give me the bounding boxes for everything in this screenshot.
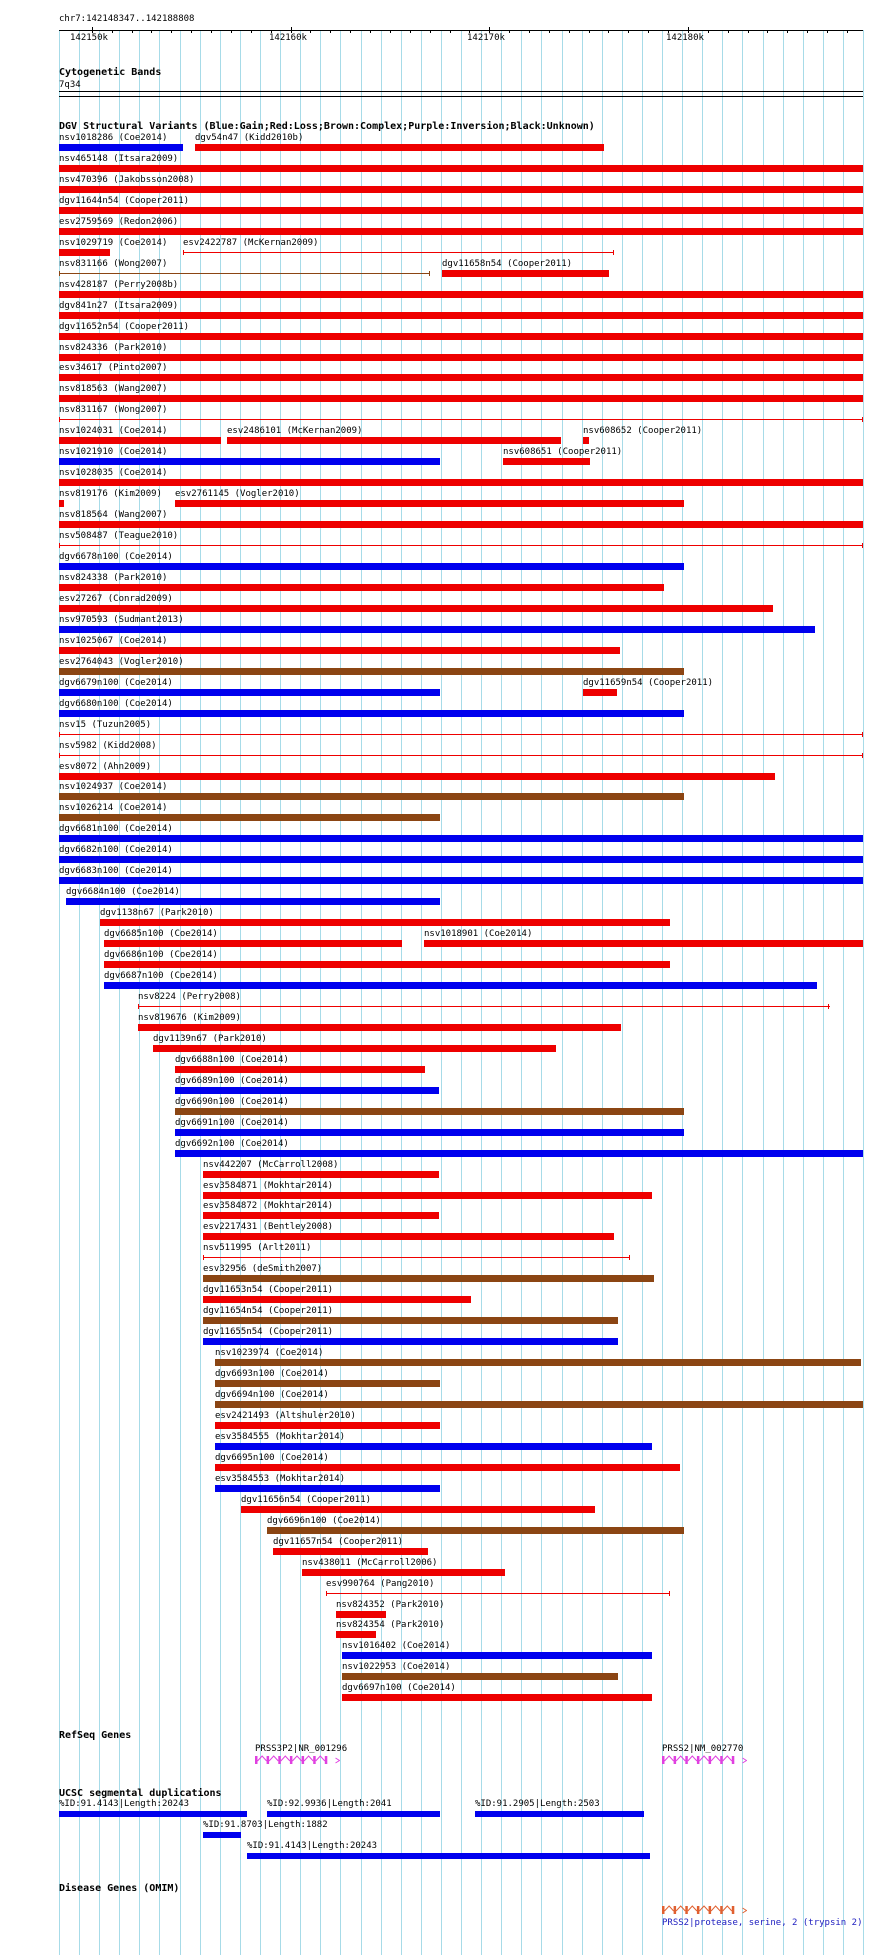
variant-label[interactable]: esv3584872 (Mokhtar2014) [203,1201,334,1211]
gene-exon [278,1756,281,1764]
variant-feature[interactable] [59,207,863,214]
variant-label[interactable]: nsv824338 (Park2010) [59,573,168,583]
ruler-tick-label: 142170k [467,33,505,43]
ruler-minor-tick [767,30,768,33]
variant-feature[interactable] [59,165,863,172]
gene-intron [665,1906,674,1911]
ruler-minor-tick [390,30,391,33]
segdup-feature[interactable] [247,1853,650,1859]
variant-label[interactable]: nsv1023974 (Coe2014) [215,1348,324,1358]
variant-feature[interactable] [215,1401,863,1408]
gene-intron [688,1756,697,1761]
variant-label[interactable]: nsv1016402 (Coe2014) [342,1641,451,1651]
variant-end-cap [862,753,863,758]
variant-feature[interactable] [59,668,684,675]
ruler-minor-tick [430,30,431,33]
variant-feature[interactable] [203,1296,471,1303]
variant-feature[interactable] [59,563,684,570]
variant-feature[interactable] [273,1548,428,1555]
variant-label[interactable]: nsv831166 (Wong2007) [59,259,168,269]
variant-feature[interactable] [59,545,863,546]
variant-end-cap [429,271,430,276]
variant-feature[interactable] [59,877,863,884]
ruler-minor-tick [112,30,113,33]
variant-label[interactable]: dgv6683n100 (Coe2014) [59,866,173,876]
variant-feature[interactable] [59,584,664,591]
dgv-title: DGV Structural Variants (Blue:Gain;Red:Loss;Brown:Complex;Purple:Inversion;Black:Unknown) [59,121,595,132]
variant-feature[interactable] [138,1006,830,1007]
variant-label[interactable]: dgv11644n54 (Cooper2011) [59,196,190,206]
variant-feature[interactable] [59,333,863,340]
variant-label[interactable]: dgv6692n100 (Coe2014) [175,1139,289,1149]
segdup-label[interactable]: %ID:91.8703|Length:1882 [203,1820,328,1830]
segdup-title: UCSC segmental duplications [59,1788,222,1799]
variant-feature[interactable] [203,1192,652,1199]
variant-feature[interactable] [424,940,863,947]
locus-label: chr7:142148347..142188808 [59,14,195,24]
variant-label[interactable]: nsv1018286 (Coe2014) [59,133,168,143]
variant-feature[interactable] [59,626,815,633]
gene-exon [685,1756,688,1764]
variant-label[interactable]: dgv11654n54 (Cooper2011) [203,1306,334,1316]
variant-feature[interactable] [195,144,604,151]
variant-label[interactable]: nsv818563 (Wang2007) [59,384,168,394]
variant-feature[interactable] [104,982,817,989]
variant-label[interactable]: dgv6687n100 (Coe2014) [104,971,218,981]
ruler-minor-tick [847,30,848,33]
variant-feature[interactable] [59,458,440,465]
variant-feature[interactable] [59,249,110,256]
variant-label[interactable]: esv32956 (deSmith2007) [203,1264,323,1274]
variant-label[interactable]: esv27267 (Conrad2009) [59,594,173,604]
variant-feature[interactable] [59,273,430,274]
variant-feature[interactable] [336,1631,376,1638]
ruler-minor-tick [231,30,232,33]
variant-label[interactable]: esv8072 (Ahn2009) [59,762,152,772]
variant-feature[interactable] [59,734,863,735]
variant-end-cap [862,417,863,422]
variant-label[interactable]: dgv11658n54 (Cooper2011) [442,259,573,269]
variant-label[interactable]: dgv6679n100 (Coe2014) [59,678,173,688]
variant-feature[interactable] [175,1108,684,1115]
variant-label[interactable]: nsv819676 (Kim2009) [138,1013,241,1023]
variant-end-cap [59,732,60,737]
variant-feature[interactable] [59,144,183,151]
variant-feature[interactable] [59,291,863,298]
ruler-minor-tick [410,30,411,33]
variant-feature[interactable] [100,919,670,926]
gene-exon [697,1756,700,1764]
variant-label[interactable]: dgv6697n100 (Coe2014) [342,1683,456,1693]
ruler-minor-tick [628,30,629,33]
variant-label[interactable]: dgv11657n54 (Cooper2011) [273,1537,404,1547]
grid-line [863,30,864,1955]
variant-end-cap [138,1004,139,1009]
variant-feature[interactable] [59,835,863,842]
gene-exon [313,1756,316,1764]
variant-feature[interactable] [59,186,863,193]
variant-feature[interactable] [203,1233,614,1240]
variant-label[interactable]: nsv1025067 (Coe2014) [59,636,168,646]
ruler-minor-tick [509,30,510,33]
gene-exon [674,1756,677,1764]
variant-feature[interactable] [153,1045,556,1052]
variant-feature[interactable] [59,689,440,696]
ruler-minor-tick [211,30,212,33]
omim-gene-label[interactable]: PRSS2|protease, serine, 2 (trypsin 2) [662,1918,863,1928]
ruler-minor-tick [549,30,550,33]
variant-feature[interactable] [175,1066,425,1073]
variant-label[interactable]: nsv970593 (Sudmant2013) [59,615,184,625]
variant-feature[interactable] [59,755,863,756]
variant-feature[interactable] [59,312,863,319]
variant-label[interactable]: nsv1022953 (Coe2014) [342,1662,451,1672]
variant-end-cap [669,1591,670,1596]
segdup-label[interactable]: %ID:91.2905|Length:2503 [475,1799,600,1809]
ruler-minor-tick [589,30,590,33]
ruler-minor-tick [787,30,788,33]
variant-label[interactable]: nsv608652 (Cooper2011) [583,426,703,436]
variant-label[interactable]: dgv6689n100 (Coe2014) [175,1076,289,1086]
variant-label[interactable]: esv2217431 (Bentley2008) [203,1222,334,1232]
variant-label[interactable]: esv990764 (Pang2010) [326,1579,435,1589]
variant-label[interactable]: dgv54n47 (Kidd2010b) [195,133,304,143]
refseq-gene-label[interactable]: PRSS2|NM_002770 [662,1744,744,1754]
gene-exon [685,1906,688,1914]
variant-label[interactable]: nsv442207 (McCarroll2008) [203,1160,339,1170]
variant-label[interactable]: nsv508487 (Teague2010) [59,531,179,541]
gene-intron [316,1756,325,1761]
variant-label[interactable]: dgv6684n100 (Coe2014) [66,887,180,897]
ruler-minor-tick [748,30,749,33]
variant-label[interactable]: nsv608651 (Cooper2011) [503,447,623,457]
variant-feature[interactable] [302,1569,505,1576]
cytoband-track-top [59,91,863,92]
ruler-minor-tick [310,30,311,33]
variant-label[interactable]: esv2421493 (Altshuler2010) [215,1411,356,1421]
gene-exon [697,1906,700,1914]
variant-feature[interactable] [215,1380,440,1387]
refseq-gene-model[interactable] [662,1755,747,1767]
gene-exon [720,1906,723,1914]
ruler-minor-tick [251,30,252,33]
ruler-minor-tick [171,30,172,33]
variant-feature[interactable] [104,940,402,947]
gene-exon [255,1756,258,1764]
variant-end-cap [326,1591,327,1596]
variant-label[interactable]: esv2759569 (Redon2006) [59,217,179,227]
variant-label[interactable]: dgv1138n67 (Park2010) [100,908,214,918]
variant-feature[interactable] [503,458,590,465]
variant-label[interactable]: dgv6682n100 (Coe2014) [59,845,173,855]
ruler-minor-tick [529,30,530,33]
gene-exon [709,1756,712,1764]
gene-intron [711,1756,720,1761]
segdup-label[interactable]: %ID:91.4143|Length:20243 [247,1841,378,1851]
gene-intron [304,1756,313,1761]
variant-feature[interactable] [203,1275,654,1282]
gene-intron [281,1756,290,1761]
ruler-minor-tick [569,30,570,33]
variant-label[interactable]: nsv15 (Tuzun2005) [59,720,152,730]
ruler-minor-tick [330,30,331,33]
variant-label[interactable]: esv3584553 (Mokhtar2014) [215,1474,346,1484]
gene-exon [325,1756,328,1764]
variant-label[interactable]: dgv6696n100 (Coe2014) [267,1516,381,1526]
variant-label[interactable]: nsv819176 (Kim2009) [59,489,162,499]
ruler-minor-tick [191,30,192,33]
omim-gene-model[interactable] [662,1905,747,1917]
ruler-tick-label: 142150k [70,33,108,43]
variant-label[interactable]: nsv5982 (Kidd2008) [59,741,157,751]
variant-feature[interactable] [59,354,863,361]
variant-label[interactable]: nsv470396 (Jakobsson2008) [59,175,195,185]
variant-label[interactable]: dgv841n27 (Itsara2009) [59,301,179,311]
variant-end-cap [828,1004,829,1009]
variant-feature[interactable] [203,1338,618,1345]
segdup-label[interactable]: %ID:91.4143|Length:20243 [59,1799,190,1809]
variant-feature[interactable] [203,1171,439,1178]
variant-end-cap [629,1255,630,1260]
variant-label[interactable]: nsv818564 (Wang2007) [59,510,168,520]
segdup-label[interactable]: %ID:92.9936|Length:2041 [267,1799,392,1809]
variant-feature[interactable] [59,521,863,528]
variant-label[interactable]: dgv6694n100 (Coe2014) [215,1390,329,1400]
variant-label[interactable]: nsv831167 (Wong2007) [59,405,168,415]
variant-label[interactable]: nsv511995 (Arlt2011) [203,1243,312,1253]
variant-end-cap [183,250,184,255]
variant-label[interactable]: esv2486101 (McKernan2009) [227,426,363,436]
ruler-minor-tick [827,30,828,33]
variant-feature[interactable] [203,1212,439,1219]
variant-feature[interactable] [138,1024,621,1031]
gene-intron [711,1906,720,1911]
variant-feature[interactable] [59,793,684,800]
variant-label[interactable]: nsv1024031 (Coe2014) [59,426,168,436]
variant-label[interactable]: dgv6690n100 (Coe2014) [175,1097,289,1107]
variant-feature[interactable] [59,374,863,381]
ruler-minor-tick [151,30,152,33]
variant-feature[interactable] [183,252,614,253]
variant-label[interactable]: dgv11653n54 (Cooper2011) [203,1285,334,1295]
ruler-minor-tick [807,30,808,33]
variant-label[interactable]: nsv428187 (Perry2008b) [59,280,179,290]
gene-intron [269,1756,278,1761]
refseq-title: RefSeq Genes [59,1730,132,1741]
variant-feature[interactable] [175,1150,863,1157]
variant-feature[interactable] [227,437,561,444]
variant-label[interactable]: dgv6681n100 (Coe2014) [59,824,173,834]
variant-end-cap [59,753,60,758]
variant-feature[interactable] [175,500,684,507]
variant-feature[interactable] [175,1087,439,1094]
variant-label[interactable]: dgv11652n54 (Cooper2011) [59,322,190,332]
ruler-minor-tick [708,30,709,33]
variant-feature[interactable] [59,479,863,486]
variant-label[interactable]: dgv11655n54 (Cooper2011) [203,1327,334,1337]
variant-label[interactable]: dgv1139n67 (Park2010) [153,1034,267,1044]
cytoband-label[interactable]: 7q34 [59,80,81,90]
variant-feature[interactable] [59,500,64,507]
variant-label[interactable]: dgv6686n100 (Coe2014) [104,950,218,960]
variant-label[interactable]: dgv6693n100 (Coe2014) [215,1369,329,1379]
variant-end-cap [59,417,60,422]
variant-label[interactable]: nsv438011 (McCarroll2006) [302,1558,438,1568]
ruler-minor-tick [350,30,351,33]
ruler-minor-tick [648,30,649,33]
variant-end-cap [203,1255,204,1260]
gene-intron [699,1906,708,1911]
cytoband-title: Cytogenetic Bands [59,67,162,78]
variant-end-cap [59,543,60,548]
variant-label[interactable]: nsv1024937 (Coe2014) [59,782,168,792]
variant-feature[interactable] [59,647,620,654]
gene-exon [267,1756,270,1764]
variant-feature[interactable] [326,1593,670,1594]
variant-feature[interactable] [583,689,617,696]
variant-feature[interactable] [215,1485,440,1492]
refseq-gene-model[interactable] [255,1755,340,1767]
gene-exon [732,1906,735,1914]
gene-exon [720,1756,723,1764]
variant-label[interactable]: nsv824336 (Park2010) [59,343,168,353]
gene-intron [688,1906,697,1911]
variant-label[interactable]: dgv6680n100 (Coe2014) [59,699,173,709]
variant-feature[interactable] [59,856,863,863]
gene-intron [292,1756,301,1761]
gene-intron [665,1756,674,1761]
variant-label[interactable]: esv34617 (Pinto2007) [59,363,168,373]
ruler-minor-tick [608,30,609,33]
variant-label[interactable]: nsv824354 (Park2010) [336,1620,445,1630]
variant-feature[interactable] [342,1673,618,1680]
ruler-minor-tick [132,30,133,33]
gene-exon [674,1906,677,1914]
variant-feature[interactable] [215,1422,440,1429]
variant-feature[interactable] [215,1443,652,1450]
variant-feature[interactable] [203,1257,630,1258]
segdup-feature[interactable] [475,1811,644,1817]
variant-feature[interactable] [215,1359,861,1366]
variant-label[interactable]: nsv1026214 (Coe2014) [59,803,168,813]
variant-label[interactable]: nsv1018901 (Coe2014) [424,929,533,939]
gene-exon [302,1756,305,1764]
variant-feature[interactable] [59,419,863,420]
variant-label[interactable]: esv3584871 (Mokhtar2014) [203,1181,334,1191]
segdup-feature[interactable] [203,1832,241,1838]
variant-label[interactable]: nsv1021910 (Coe2014) [59,447,168,457]
variant-feature[interactable] [104,961,670,968]
ruler-minor-tick [370,30,371,33]
variant-label[interactable]: nsv8224 (Perry2008) [138,992,241,1002]
variant-label[interactable]: esv3584555 (Mokhtar2014) [215,1432,346,1442]
variant-feature[interactable] [583,437,589,444]
variant-feature[interactable] [336,1611,386,1618]
omim-title: Disease Genes (OMIM) [59,1883,180,1894]
variant-feature[interactable] [59,395,863,402]
ruler-line [59,30,863,31]
variant-feature[interactable] [241,1506,595,1513]
variant-label[interactable]: dgv11656n54 (Cooper2011) [241,1495,372,1505]
gene-exon [709,1906,712,1914]
variant-end-cap [862,543,863,548]
variant-feature[interactable] [342,1652,652,1659]
variant-feature[interactable] [442,270,609,277]
variant-feature[interactable] [59,228,863,235]
variant-feature[interactable] [267,1527,684,1534]
gene-intron [699,1756,708,1761]
gene-exon [662,1756,665,1764]
variant-label[interactable]: esv2761145 (Vogler2010) [175,489,300,499]
gene-exon [290,1756,293,1764]
cytoband-track-bottom [59,96,863,97]
variant-label[interactable]: dgv6691n100 (Coe2014) [175,1118,289,1128]
strand-arrow-icon [743,1908,747,1913]
variant-feature[interactable] [203,1317,618,1324]
variant-feature[interactable] [342,1694,652,1701]
gene-intron [676,1906,685,1911]
variant-label[interactable]: dgv6685n100 (Coe2014) [104,929,218,939]
variant-end-cap [59,271,60,276]
gene-intron [723,1756,732,1761]
variant-feature[interactable] [59,814,440,821]
gene-intron [676,1756,685,1761]
ruler-tick-label: 142160k [269,33,307,43]
variant-label[interactable]: nsv1029719 (Coe2014) [59,238,168,248]
strand-arrow-icon [743,1758,747,1763]
variant-feature[interactable] [66,898,440,905]
ruler-tick-label: 142180k [666,33,704,43]
variant-label[interactable]: nsv824352 (Park2010) [336,1600,445,1610]
variant-end-cap [862,732,863,737]
variant-feature[interactable] [59,773,775,780]
variant-label[interactable]: esv2764043 (Vogler2010) [59,657,184,667]
variant-feature[interactable] [59,437,221,444]
variant-label[interactable]: nsv465148 (Itsara2009) [59,154,179,164]
gene-exon [732,1756,735,1764]
variant-label[interactable]: nsv1028035 (Coe2014) [59,468,168,478]
variant-feature[interactable] [59,605,773,612]
variant-feature[interactable] [175,1129,684,1136]
segdup-feature[interactable] [59,1811,247,1817]
refseq-gene-label[interactable]: PRSS3P2|NR_001296 [255,1744,348,1754]
gene-intron [723,1906,732,1911]
variant-label[interactable]: dgv6688n100 (Coe2014) [175,1055,289,1065]
segdup-feature[interactable] [267,1811,440,1817]
variant-feature[interactable] [59,710,684,717]
ruler-minor-tick [728,30,729,33]
variant-feature[interactable] [215,1464,680,1471]
variant-label[interactable]: dgv6695n100 (Coe2014) [215,1453,329,1463]
variant-end-cap [613,250,614,255]
variant-label[interactable]: dgv11659n54 (Cooper2011) [583,678,714,688]
variant-label[interactable]: esv2422787 (McKernan2009) [183,238,319,248]
variant-label[interactable]: dgv6678n100 (Coe2014) [59,552,173,562]
gene-intron [258,1756,267,1761]
strand-arrow-icon [336,1758,340,1763]
ruler-minor-tick [450,30,451,33]
gene-exon [662,1906,665,1914]
